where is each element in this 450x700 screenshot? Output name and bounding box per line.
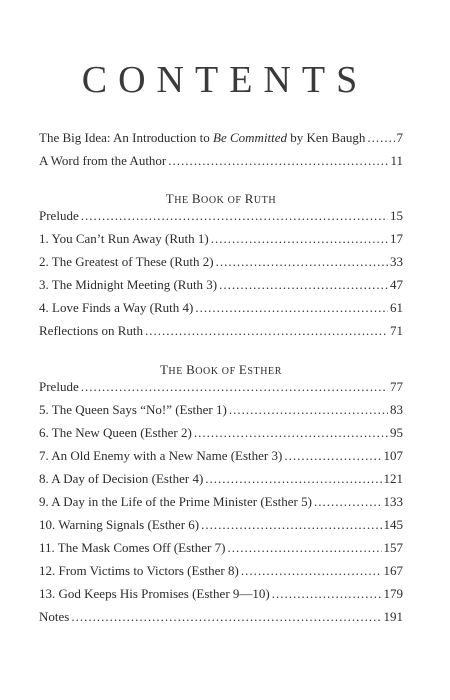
toc-entry-label: 4. Love Finds a Way (Ruth 4) xyxy=(39,300,194,315)
toc-page-number: 33 xyxy=(390,254,403,269)
toc-entry-label: 12. From Victims to Victors (Esther 8) xyxy=(39,563,239,578)
toc-entry[interactable] xyxy=(39,559,403,582)
dot-leader xyxy=(284,444,381,467)
toc-entry[interactable] xyxy=(39,227,403,250)
dot-leader xyxy=(272,582,382,605)
toc-page-number: 191 xyxy=(383,609,403,624)
toc-page-number: 157 xyxy=(383,540,403,555)
toc-page-number: 7 xyxy=(396,130,403,145)
toc-entry-label: 10. Warning Signals (Esther 6) xyxy=(39,517,200,532)
page-title: CONTENTS xyxy=(81,59,369,101)
dot-leader xyxy=(219,273,388,296)
toc-page-number: 61 xyxy=(390,300,403,315)
toc-entry-big-idea[interactable] xyxy=(39,126,403,149)
toc-page-number: 47 xyxy=(390,277,403,292)
toc-entry-label: 3. The Midnight Meeting (Ruth 3) xyxy=(39,277,218,292)
toc-page-number: 95 xyxy=(390,425,403,440)
toc-entry[interactable] xyxy=(39,204,403,227)
intro-list xyxy=(39,126,403,172)
dot-leader xyxy=(81,375,388,398)
toc-page-number: 167 xyxy=(383,563,403,578)
toc-entry-label: 6. The New Queen (Esther 2) xyxy=(39,425,192,440)
toc-entry[interactable] xyxy=(39,250,403,273)
toc-entry-label: 2. The Greatest of These (Ruth 2) xyxy=(39,254,214,269)
toc-entry-label: 1. You Can’t Run Away (Ruth 1) xyxy=(39,231,209,246)
toc-page-number: 77 xyxy=(390,379,403,394)
dot-leader xyxy=(168,149,388,172)
toc-page-number: 15 xyxy=(390,208,403,223)
toc-page-number: 83 xyxy=(390,402,403,417)
dot-leader xyxy=(314,490,382,513)
toc-entry[interactable] xyxy=(39,536,403,559)
dot-leader xyxy=(227,536,381,559)
toc-entry-label: Notes xyxy=(39,609,70,624)
toc-entry[interactable] xyxy=(39,273,403,296)
toc-entry-label: The Big Idea: An Introduction to Be Committed by Ken Baugh xyxy=(39,130,366,145)
toc-entry-label: Reflections on Ruth xyxy=(39,323,143,338)
toc-entry[interactable] xyxy=(39,490,403,513)
esther-list xyxy=(39,375,403,628)
toc-page-number: 145 xyxy=(383,517,403,532)
dot-leader xyxy=(216,250,388,273)
dot-leader xyxy=(71,605,381,628)
toc-entry-label: Prelude xyxy=(39,208,79,223)
toc-entry[interactable] xyxy=(39,513,403,536)
toc-entry[interactable] xyxy=(39,375,403,398)
section-heading-ruth: THE BOOK OF RUTH xyxy=(165,191,277,206)
toc-entry[interactable] xyxy=(39,421,403,444)
dot-leader xyxy=(145,319,388,342)
toc-page-number: 179 xyxy=(383,586,403,601)
toc-entry-label: 11. The Mask Comes Off (Esther 7) xyxy=(39,540,226,555)
toc-entry[interactable] xyxy=(39,319,403,342)
toc-page-number: 17 xyxy=(390,231,403,246)
toc-entry-label: Prelude xyxy=(39,379,79,394)
toc-entry-label: 9. A Day in the Life of the Prime Minister (Esther 5) xyxy=(39,494,312,509)
toc-entry-label: A Word from the Author xyxy=(39,153,167,168)
dot-leader xyxy=(367,126,394,149)
toc-entry-word-from-author[interactable] xyxy=(39,149,403,172)
toc-entry[interactable] xyxy=(39,582,403,605)
dot-leader xyxy=(241,559,382,582)
dot-leader xyxy=(194,421,388,444)
dot-leader xyxy=(205,467,381,490)
toc-page-number: 121 xyxy=(383,471,403,486)
ruth-list xyxy=(39,204,403,342)
toc-page-number: 11 xyxy=(390,153,403,168)
toc-entry[interactable] xyxy=(39,605,403,628)
toc-entry-label: 13. God Keeps His Promises (Esther 9—10) xyxy=(39,586,270,601)
toc-entry[interactable] xyxy=(39,398,403,421)
toc-entry[interactable] xyxy=(39,296,403,319)
dot-leader xyxy=(229,398,388,421)
dot-leader xyxy=(81,204,388,227)
section-heading-esther: THE BOOK OF ESTHER xyxy=(159,362,283,377)
dot-leader xyxy=(195,296,388,319)
toc-entry[interactable] xyxy=(39,444,403,467)
toc-entry-label: 7. An Old Enemy with a New Name (Esther 3) xyxy=(39,448,283,463)
toc-page-number: 71 xyxy=(390,323,403,338)
toc-entry-label: 8. A Day of Decision (Esther 4) xyxy=(39,471,204,486)
toc-page-number: 107 xyxy=(383,448,403,463)
dot-leader xyxy=(211,227,388,250)
toc-entry[interactable] xyxy=(39,467,403,490)
toc-page-number: 133 xyxy=(383,494,403,509)
dot-leader xyxy=(201,513,381,536)
toc-entry-label: 5. The Queen Says “No!” (Esther 1) xyxy=(39,402,227,417)
